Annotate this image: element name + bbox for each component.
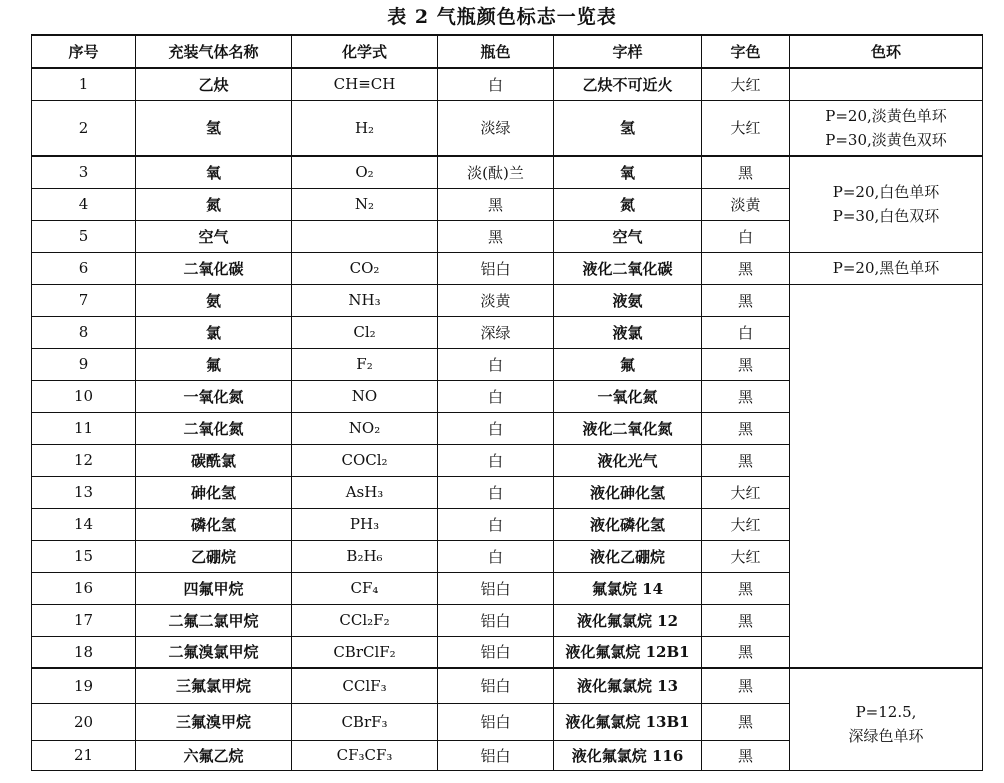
cell-marking: 液化乙硼烷: [554, 540, 702, 572]
header-marking: 字样: [554, 35, 702, 68]
cell-gas-name: 乙炔: [136, 68, 292, 100]
cell-marking: 液化氟氯烷 13: [554, 668, 702, 703]
cell-formula: NO: [292, 380, 438, 412]
cell-gas-name: 六氟乙烷: [136, 740, 292, 770]
cell-text-color: 大红: [702, 508, 790, 540]
cell-no: 9: [32, 348, 136, 380]
cell-formula: NH₃: [292, 284, 438, 316]
cell-no: 7: [32, 284, 136, 316]
cell-formula: AsH₃: [292, 476, 438, 508]
cell-formula: [292, 220, 438, 252]
cell-no: 5: [32, 220, 136, 252]
cell-no: 4: [32, 188, 136, 220]
cell-bottle-color: 白: [438, 412, 554, 444]
cell-text-color: 黑: [702, 284, 790, 316]
ring-line: 深绿色单环: [848, 727, 924, 746]
cell-marking: 液化氟氯烷 116: [554, 740, 702, 770]
cell-no: 18: [32, 636, 136, 668]
cell-text-color: 黑: [702, 572, 790, 604]
cell-text-color: 淡黄: [702, 188, 790, 220]
cell-bottle-color: 白: [438, 68, 554, 100]
cell-gas-name: 碳酰氯: [136, 444, 292, 476]
cell-color-ring: [790, 284, 983, 668]
cell-no: 3: [32, 156, 136, 188]
gas-cylinder-color-table: [31, 34, 983, 771]
cell-bottle-color: 白: [438, 508, 554, 540]
cell-formula: B₂H₆: [292, 540, 438, 572]
cell-bottle-color: 铝白: [438, 604, 554, 636]
cell-bottle-color: 铝白: [438, 636, 554, 668]
cell-formula: CBrF₃: [292, 703, 438, 740]
cell-bottle-color: 深绿: [438, 316, 554, 348]
cell-formula: COCl₂: [292, 444, 438, 476]
cell-color-ring: [790, 668, 983, 770]
cell-gas-name: 氯: [136, 316, 292, 348]
cell-formula: CF₄: [292, 572, 438, 604]
cell-marking: 液化氟氯烷 12B1: [554, 636, 702, 668]
cell-text-color: 黑: [702, 636, 790, 668]
cell-text-color: 大红: [702, 100, 790, 156]
cell-bottle-color: 铝白: [438, 252, 554, 284]
cell-formula: CClF₃: [292, 668, 438, 703]
cell-bottle-color: 淡绿: [438, 100, 554, 156]
cell-text-color: 黑: [702, 668, 790, 703]
cell-marking: 液化氟氯烷 13B1: [554, 703, 702, 740]
header-text-color: 字色: [702, 35, 790, 68]
cell-gas-name: 氟: [136, 348, 292, 380]
cell-formula: F₂: [292, 348, 438, 380]
cell-no: 17: [32, 604, 136, 636]
cell-gas-name: 氮: [136, 188, 292, 220]
cell-marking: 氟: [554, 348, 702, 380]
header-no: 序号: [32, 35, 136, 68]
cell-marking: 氢: [554, 100, 702, 156]
cell-no: 14: [32, 508, 136, 540]
cell-gas-name: 氢: [136, 100, 292, 156]
cell-formula: CCl₂F₂: [292, 604, 438, 636]
cell-color-ring: P=20,黑色单环: [790, 252, 983, 284]
cell-marking: 氟氯烷 14: [554, 572, 702, 604]
header-row: [32, 35, 983, 68]
cell-gas-name: 二氧化碳: [136, 252, 292, 284]
cell-text-color: 白: [702, 220, 790, 252]
cell-gas-name: 空气: [136, 220, 292, 252]
cell-marking: 液氨: [554, 284, 702, 316]
header-gas-name: 充装气体名称: [136, 35, 292, 68]
ring-line: P=30,淡黄色双环: [825, 130, 947, 149]
cell-gas-name: 砷化氢: [136, 476, 292, 508]
cell-marking: 液化二氧化氮: [554, 412, 702, 444]
cell-text-color: 大红: [702, 476, 790, 508]
cell-gas-name: 三氟溴甲烷: [136, 703, 292, 740]
cell-gas-name: 二氧化氮: [136, 412, 292, 444]
cell-text-color: 黑: [702, 348, 790, 380]
cell-marking: 液化光气: [554, 444, 702, 476]
cell-bottle-color: 铝白: [438, 668, 554, 703]
cell-no: 11: [32, 412, 136, 444]
cell-text-color: 黑: [702, 703, 790, 740]
cell-text-color: 黑: [702, 252, 790, 284]
cell-marking: 液化磷化氢: [554, 508, 702, 540]
cell-marking: 乙炔不可近火: [554, 68, 702, 100]
cell-text-color: 黑: [702, 156, 790, 188]
cell-marking: 一氧化氮: [554, 380, 702, 412]
cell-formula: NO₂: [292, 412, 438, 444]
cell-bottle-color: 黑: [438, 188, 554, 220]
cell-gas-name: 二氟二氯甲烷: [136, 604, 292, 636]
cell-bottle-color: 黑: [438, 220, 554, 252]
ring-line: P=30,白色双环: [832, 207, 940, 226]
cell-no: 21: [32, 740, 136, 770]
cell-marking: 液氯: [554, 316, 702, 348]
cell-marking: 液化氟氯烷 12: [554, 604, 702, 636]
cell-marking: 液化砷化氢: [554, 476, 702, 508]
cell-no: 16: [32, 572, 136, 604]
cell-formula: CO₂: [292, 252, 438, 284]
table-row: [32, 668, 983, 703]
ring-line: P=12.5,: [855, 703, 917, 722]
cell-no: 1: [32, 68, 136, 100]
header-color-ring: 色环: [790, 35, 983, 68]
cell-marking: 空气: [554, 220, 702, 252]
cell-bottle-color: 白: [438, 380, 554, 412]
cell-no: 2: [32, 100, 136, 156]
cell-bottle-color: 白: [438, 540, 554, 572]
table-title: 表 2 气瓶颜色标志一览表: [387, 6, 617, 28]
table-row: [32, 284, 983, 316]
cell-marking: 氧: [554, 156, 702, 188]
cell-bottle-color: 铝白: [438, 572, 554, 604]
cell-gas-name: 氨: [136, 284, 292, 316]
cell-no: 20: [32, 703, 136, 740]
cell-text-color: 白: [702, 316, 790, 348]
cell-color-ring: [790, 156, 983, 252]
cell-color-ring: [790, 100, 983, 156]
cell-no: 10: [32, 380, 136, 412]
header-bottle-color: 瓶色: [438, 35, 554, 68]
cell-formula: CF₃CF₃: [292, 740, 438, 770]
cell-gas-name: 二氟溴氯甲烷: [136, 636, 292, 668]
cell-formula: CH≡CH: [292, 68, 438, 100]
header-formula: 化学式: [292, 35, 438, 68]
cell-bottle-color: 铝白: [438, 740, 554, 770]
cell-gas-name: 磷化氢: [136, 508, 292, 540]
cell-no: 12: [32, 444, 136, 476]
cell-no: 6: [32, 252, 136, 284]
ring-line: P=20,白色单环: [832, 183, 940, 202]
cell-bottle-color: 淡(酞)兰: [438, 156, 554, 188]
cell-color-ring: [790, 68, 983, 100]
cell-bottle-color: 白: [438, 444, 554, 476]
cell-text-color: 黑: [702, 380, 790, 412]
table-row: [32, 68, 983, 100]
cell-no: 19: [32, 668, 136, 703]
cell-text-color: 黑: [702, 604, 790, 636]
table-row: [32, 252, 983, 284]
ring-line: P=20,淡黄色单环: [825, 106, 947, 125]
cell-marking: 氮: [554, 188, 702, 220]
cell-gas-name: 一氧化氮: [136, 380, 292, 412]
cell-formula: H₂: [292, 100, 438, 156]
cell-bottle-color: 铝白: [438, 703, 554, 740]
cell-gas-name: 乙硼烷: [136, 540, 292, 572]
table-row: [32, 100, 983, 156]
table-row: [32, 156, 983, 188]
cell-bottle-color: 白: [438, 476, 554, 508]
cell-formula: O₂: [292, 156, 438, 188]
cell-formula: PH₃: [292, 508, 438, 540]
cell-text-color: 黑: [702, 444, 790, 476]
cell-text-color: 大红: [702, 68, 790, 100]
cell-text-color: 大红: [702, 540, 790, 572]
cell-no: 15: [32, 540, 136, 572]
cell-no: 13: [32, 476, 136, 508]
cell-bottle-color: 白: [438, 348, 554, 380]
cell-bottle-color: 淡黄: [438, 284, 554, 316]
cell-no: 8: [32, 316, 136, 348]
cell-gas-name: 氧: [136, 156, 292, 188]
cell-text-color: 黑: [702, 412, 790, 444]
cell-formula: CBrClF₂: [292, 636, 438, 668]
cell-gas-name: 三氟氯甲烷: [136, 668, 292, 703]
cell-formula: N₂: [292, 188, 438, 220]
cell-text-color: 黑: [702, 740, 790, 770]
cell-gas-name: 四氟甲烷: [136, 572, 292, 604]
cell-marking: 液化二氧化碳: [554, 252, 702, 284]
cell-formula: Cl₂: [292, 316, 438, 348]
